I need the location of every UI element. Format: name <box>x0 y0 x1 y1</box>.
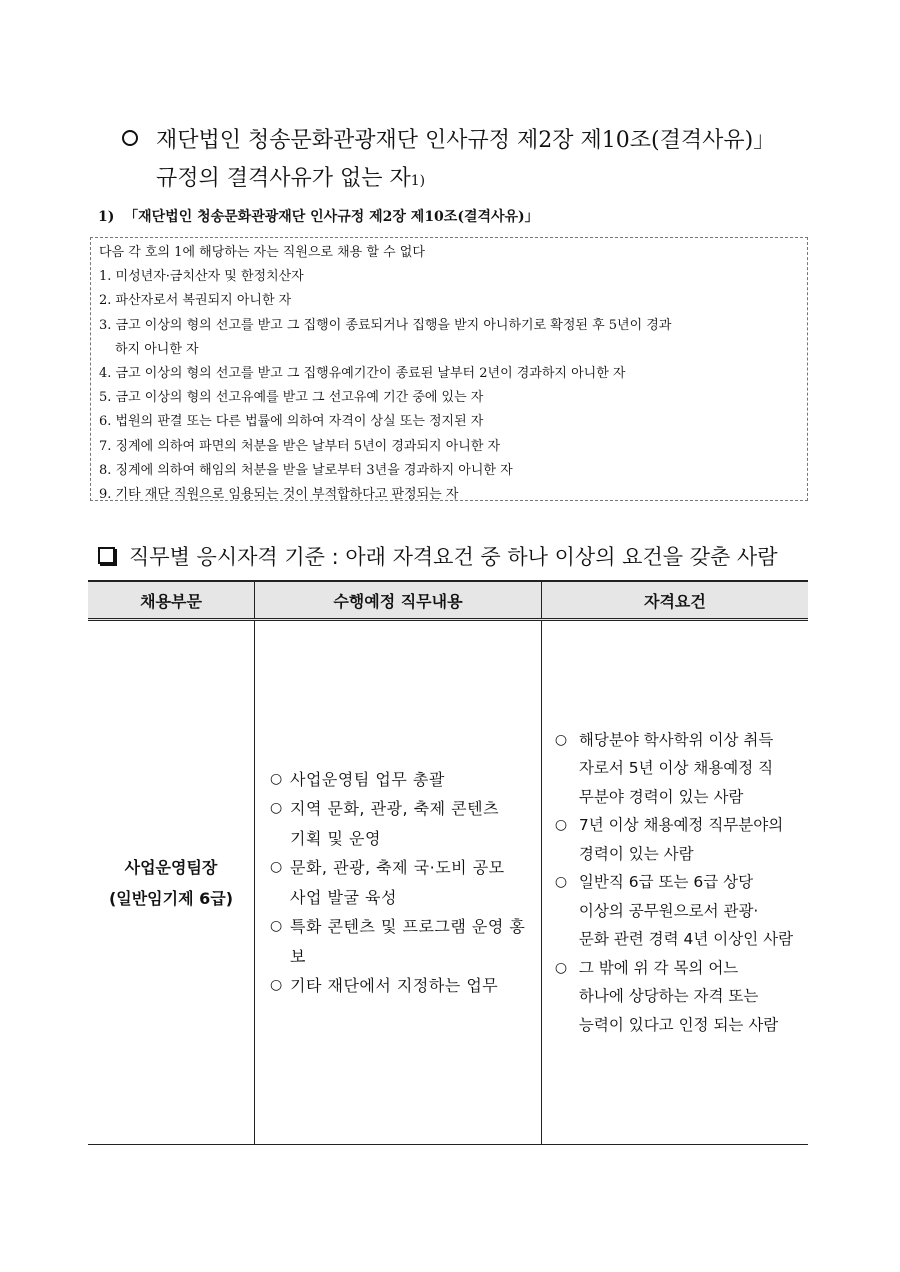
footnote-item: 3. 금고 이상의 형의 선고를 받고 그 집행이 종료되거나 집행을 받지 아니하기로 확정된 후 5년이 경과 <box>99 317 672 333</box>
circle-bullet-icon: ○ <box>554 731 568 748</box>
table-row <box>88 620 808 1145</box>
disqualification-box <box>90 237 808 501</box>
heading-line-1: 재단법인 청송문화관광재단 인사규정 제2장 제10조(결격사유)」 <box>122 122 822 160</box>
list-item: ○ 기타 재단에서 지정하는 업무 <box>270 971 532 1001</box>
footnote-title: 1) 「재단법인 청송문화관광재단 인사규정 제2장 제10조(결격사유)」 <box>98 209 539 225</box>
footnote-item-continuation: 하지 아니한 자 <box>115 341 199 357</box>
list-item: ○ 특화 콘텐츠 및 프로그램 운영 홍보 <box>270 912 532 971</box>
table-header-row <box>88 581 808 620</box>
footnote-item: 8. 징계에 의하여 해임의 처분을 받을 날로부터 3년을 경과하지 아니한 자 <box>99 462 513 478</box>
circle-bullet-icon: ○ <box>554 817 568 834</box>
footnote-reference: 1) <box>410 173 426 189</box>
list-item: ○ 문화, 관광, 축제 국·도비 공모 사업 발굴 육성 <box>270 853 532 912</box>
circle-bullet-icon <box>122 130 138 146</box>
circle-bullet-icon: ○ <box>270 918 283 934</box>
qualification-heading <box>122 122 822 200</box>
department-grade: (일반임기제 6급) <box>108 888 234 908</box>
qualifications-list <box>543 726 807 1040</box>
list-item: ○ 일반직 6급 또는 6급 상당 이상의 공무원으로서 관광· 문화 관련 경력 4년 이상인 사람 <box>555 868 799 954</box>
footnote-item: 7. 징계에 의하여 파면의 처분을 받은 날부터 5년이 경과되지 아니한 자 <box>99 438 501 454</box>
footnote-intro: 다음 각 호의 1에 해당하는 자는 직원으로 채용 할 수 없다 <box>99 245 425 260</box>
duties-list <box>256 765 540 1001</box>
department-cell <box>88 620 255 1145</box>
requirements-table <box>88 580 808 1145</box>
header-qualifications: 자격요건 <box>541 581 808 620</box>
qualifications-cell <box>541 620 808 1145</box>
footnote-item: 5. 금고 이상의 형의 선고유예를 받고 그 선고유예 기간 중에 있는 자 <box>99 390 484 406</box>
header-duties: 수행예정 직무내용 <box>255 581 542 620</box>
footnote-item: 4. 금고 이상의 형의 선고를 받고 그 집행유예기간이 종료된 날부터 2년이 경과하지 아니한 자 <box>99 366 626 382</box>
section-heading: 직무별 응시자격 기준 : 아래 자격요건 중 하나 이상의 요건을 갖춘 사람 <box>98 541 778 571</box>
circle-bullet-icon: ○ <box>270 977 283 993</box>
circle-bullet-icon: ○ <box>554 959 568 976</box>
duties-cell <box>255 620 542 1145</box>
department-title: 사업운영팀장 <box>124 857 218 877</box>
footnote-item: 1. 미성년자·금치산자 및 한정치산자 <box>99 269 304 285</box>
list-item: ○ 사업운영팀 업무 총괄 <box>270 765 532 795</box>
list-item: ○ 해당분야 학사학위 이상 취득 자로서 5년 이상 채용예정 직 무분야 경력이 있는 사람 <box>555 726 799 812</box>
footnote-item: 9. 기타 재단 직원으로 임용되는 것이 부적합하다고 판정되는 자 <box>99 487 459 503</box>
list-item: ○ 그 밖에 위 각 목의 어느 하나에 상당하는 자격 또는 능력이 있다고 인정 되는 사람 <box>555 954 799 1040</box>
list-item: ○ 7년 이상 채용예정 직무분야의 경력이 있는 사람 <box>555 811 799 868</box>
header-department: 채용부문 <box>88 581 255 620</box>
circle-bullet-icon: ○ <box>270 800 283 816</box>
circle-bullet-icon: ○ <box>270 770 283 787</box>
square-bullet-icon <box>98 547 115 564</box>
footnote-item: 6. 법원의 판결 또는 다른 법률에 의하여 자격이 상실 또는 정지된 자 <box>99 414 484 430</box>
footnote-item: 2. 파산자로서 복권되지 아니한 자 <box>99 293 292 309</box>
circle-bullet-icon: ○ <box>270 859 283 875</box>
circle-bullet-icon: ○ <box>554 874 568 891</box>
list-item: ○ 지역 문화, 관광, 축제 콘텐츠 기획 및 운영 <box>270 794 532 853</box>
heading-line-2: 규정의 결격사유가 없는 자1) <box>156 166 426 191</box>
